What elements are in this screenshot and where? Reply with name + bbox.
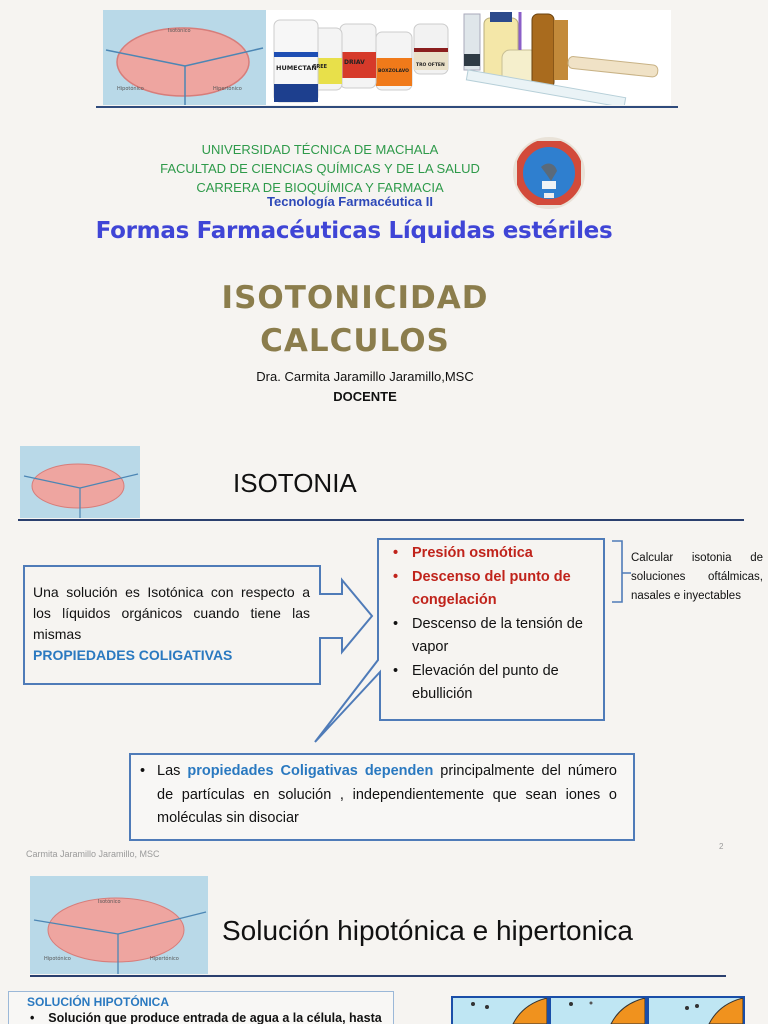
slide-title-isotonia: ISOTONIA <box>233 468 357 498</box>
page-number: 2 <box>719 842 724 851</box>
author-role: DOCENTE <box>333 389 397 404</box>
banner-divider <box>96 106 678 108</box>
svg-text:Hipertónico: Hipertónico <box>213 86 242 92</box>
svg-text:BOXZOLAVO: BOXZOLAVO <box>378 69 409 74</box>
university-name: UNIVERSIDAD TÉCNICA DE MACHALA <box>201 142 439 157</box>
isotonic-definition <box>33 582 310 666</box>
hypotonic-bullet: • Solución que produce entrada de agua a la célula, hasta <box>30 1011 382 1024</box>
topic-title-line-2: CALCULOS <box>260 323 450 359</box>
vials-and-syringe-icon <box>456 10 671 105</box>
course-name: Tecnología Farmacéutica II <box>267 194 433 209</box>
property-item: • Descenso de la tensión de vapor <box>385 613 605 660</box>
bullet-icon: • <box>140 763 146 779</box>
cell-osmosis-diagram-icon <box>103 10 266 105</box>
slide-title-hypo-hyper: Solución hipotónica e hipertonica <box>222 915 633 946</box>
presentation-title: Formas Farmacéuticas Líquidas estériles <box>95 218 613 244</box>
note-prefix: Las <box>157 763 188 779</box>
hypotonic-heading: SOLUCIÓN HIPOTÓNICA <box>27 995 170 1009</box>
header-banner <box>103 10 671 105</box>
svg-text:HUMECTAN: HUMECTAN <box>276 64 317 72</box>
osmosis-cells-diagram-icon <box>451 996 745 1024</box>
colligative-note <box>140 760 617 831</box>
svg-text:Hipotónico: Hipotónico <box>44 956 71 962</box>
slide-title-divider <box>30 975 726 977</box>
definition-text: Una solución es Isotónica con respecto a los líquidos orgánicos cuando tiene las mismas <box>33 584 310 642</box>
university-seal-icon <box>513 137 585 209</box>
svg-text:Hipertónico: Hipertónico <box>150 956 179 962</box>
note-highlight: propiedades Coligativas dependen <box>187 763 434 779</box>
note-rest: principalmente del número de partículas en solución , independientemente que sean iones o moléculas sin disociar <box>157 763 617 826</box>
career-name: CARRERA DE BIOQUÍMICA Y FARMACIA <box>196 180 444 195</box>
svg-text:Isotónico: Isotónico <box>168 28 191 34</box>
slide-footer: Carmita Jaramillo Jaramillo, MSC <box>26 849 160 859</box>
definition-highlight: PROPIEDADES COLIGATIVAS <box>33 647 233 663</box>
cell-osmosis-thumbnail-icon <box>20 446 140 518</box>
cell-panel <box>649 998 743 1024</box>
faculty-name: FACULTAD DE CIENCIAS QUÍMICAS Y DE LA SALUD <box>160 161 480 176</box>
cell-osmosis-thumbnail-icon <box>30 876 208 974</box>
property-item: • Elevación del punto de ebullición <box>385 660 605 707</box>
slide-title-divider <box>18 519 744 521</box>
property-item: • Presión osmótica <box>385 542 605 566</box>
svg-text:FREE: FREE <box>313 64 328 70</box>
svg-text:Hipotónico: Hipotónico <box>117 86 144 92</box>
svg-text:DRIAV: DRIAV <box>344 59 365 66</box>
topic-title-line-1: ISOTONICIDAD <box>221 280 489 316</box>
hypotonic-bullet-text: Solución que produce entrada de agua a la célula, hasta <box>48 1011 382 1024</box>
author-name: Dra. Carmita Jaramillo Jaramillo,MSC <box>256 369 474 384</box>
property-item: • Descenso del punto de congelación <box>385 566 605 613</box>
colligative-properties-list <box>385 542 605 707</box>
svg-text:TRO OFTEN: TRO OFTEN <box>416 63 445 68</box>
cell-panel <box>551 998 645 1024</box>
cell-panel <box>453 998 547 1024</box>
svg-text:Isotónico: Isotónico <box>98 899 121 905</box>
eye-drop-bottles-icon <box>266 10 456 105</box>
calculation-note: Calcular isotonia de soluciones oftálmicas, nasales e inyectables <box>631 552 763 602</box>
